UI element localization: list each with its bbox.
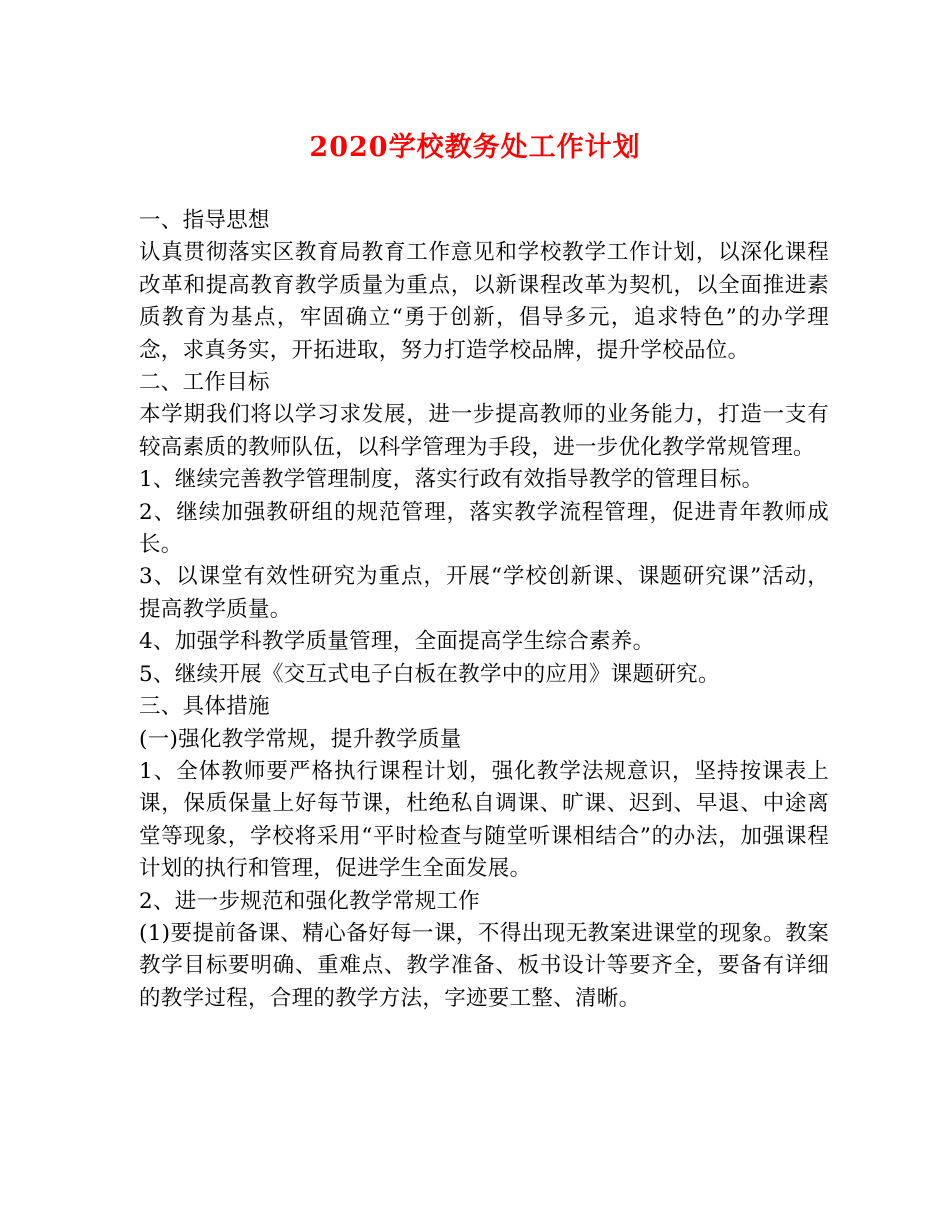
section-heading-measures: 三、具体措施	[139, 694, 270, 720]
document-body	[139, 205, 829, 1015]
paragraph-work-goals: 本学期我们将以学习求发展，进一步提高教师的业务能力，打造一支有较高素质的教师队伍，以科学管理为手段，进一步优化教学常规管理。	[139, 402, 829, 460]
goal-item-5: 5、继续开展《交互式电子白板在教学中的应用》课题研究。	[139, 661, 720, 687]
measure-item-2: 2、进一步规范和强化教学常规工作	[139, 888, 480, 914]
goal-item-4: 4、加强学科教学质量管理，全面提高学生综合素养。	[139, 629, 655, 655]
document-title: 2020学校教务处工作计划	[309, 132, 641, 163]
section-heading-guiding-thought: 一、指导思想	[139, 208, 270, 233]
section-heading-work-goals: 二、工作目标	[139, 370, 270, 396]
goal-item-2: 2、继续加强教研组的规范管理，落实教学流程管理，促进青年教师成长。	[139, 499, 829, 558]
goal-item-1: 1、继续完善教学管理制度，落实行政有效指导教学的管理目标。	[139, 467, 764, 493]
measure-item-1: 1、全体教师要严格执行课程计划，强化教学法规意识，坚持按课表上课，保质保量上好每节课，杜绝私自调课、旷课、迟到、早退、中途离堂等现象，学校将采用“平时检查与随堂听课相结合”的办法，加强课程计划的执行和管理，促进学生全面发展。	[139, 758, 829, 882]
paragraph-guiding-thought: 认真贯彻落实区教育局教育工作意见和学校教学工作计划，以深化课程改革和提高教育教学质量为重点，以新课程改革为契机，以全面推进素质教育为基点，牢固确立“勇于创新，倡导多元，追求特色”的办学理念，求真务实，开拓进取，努力打造学校品牌，提升学校品位。	[139, 240, 829, 363]
subsection-heading-1: (一)强化教学常规，提升教学质量	[139, 726, 462, 752]
measure-subitem-1: (1)要提前备课、精心备好每一课，不得出现无教案进课堂的现象。教案教学目标要明确、重难点、教学准备、板书设计等要齐全，要备有详细的教学过程，合理的教学方法，字迹要工整、清晰。	[139, 920, 829, 1011]
goal-item-3: 3、以课堂有效性研究为重点，开展“学校创新课、课题研究课”活动，提高教学质量。	[139, 564, 829, 622]
